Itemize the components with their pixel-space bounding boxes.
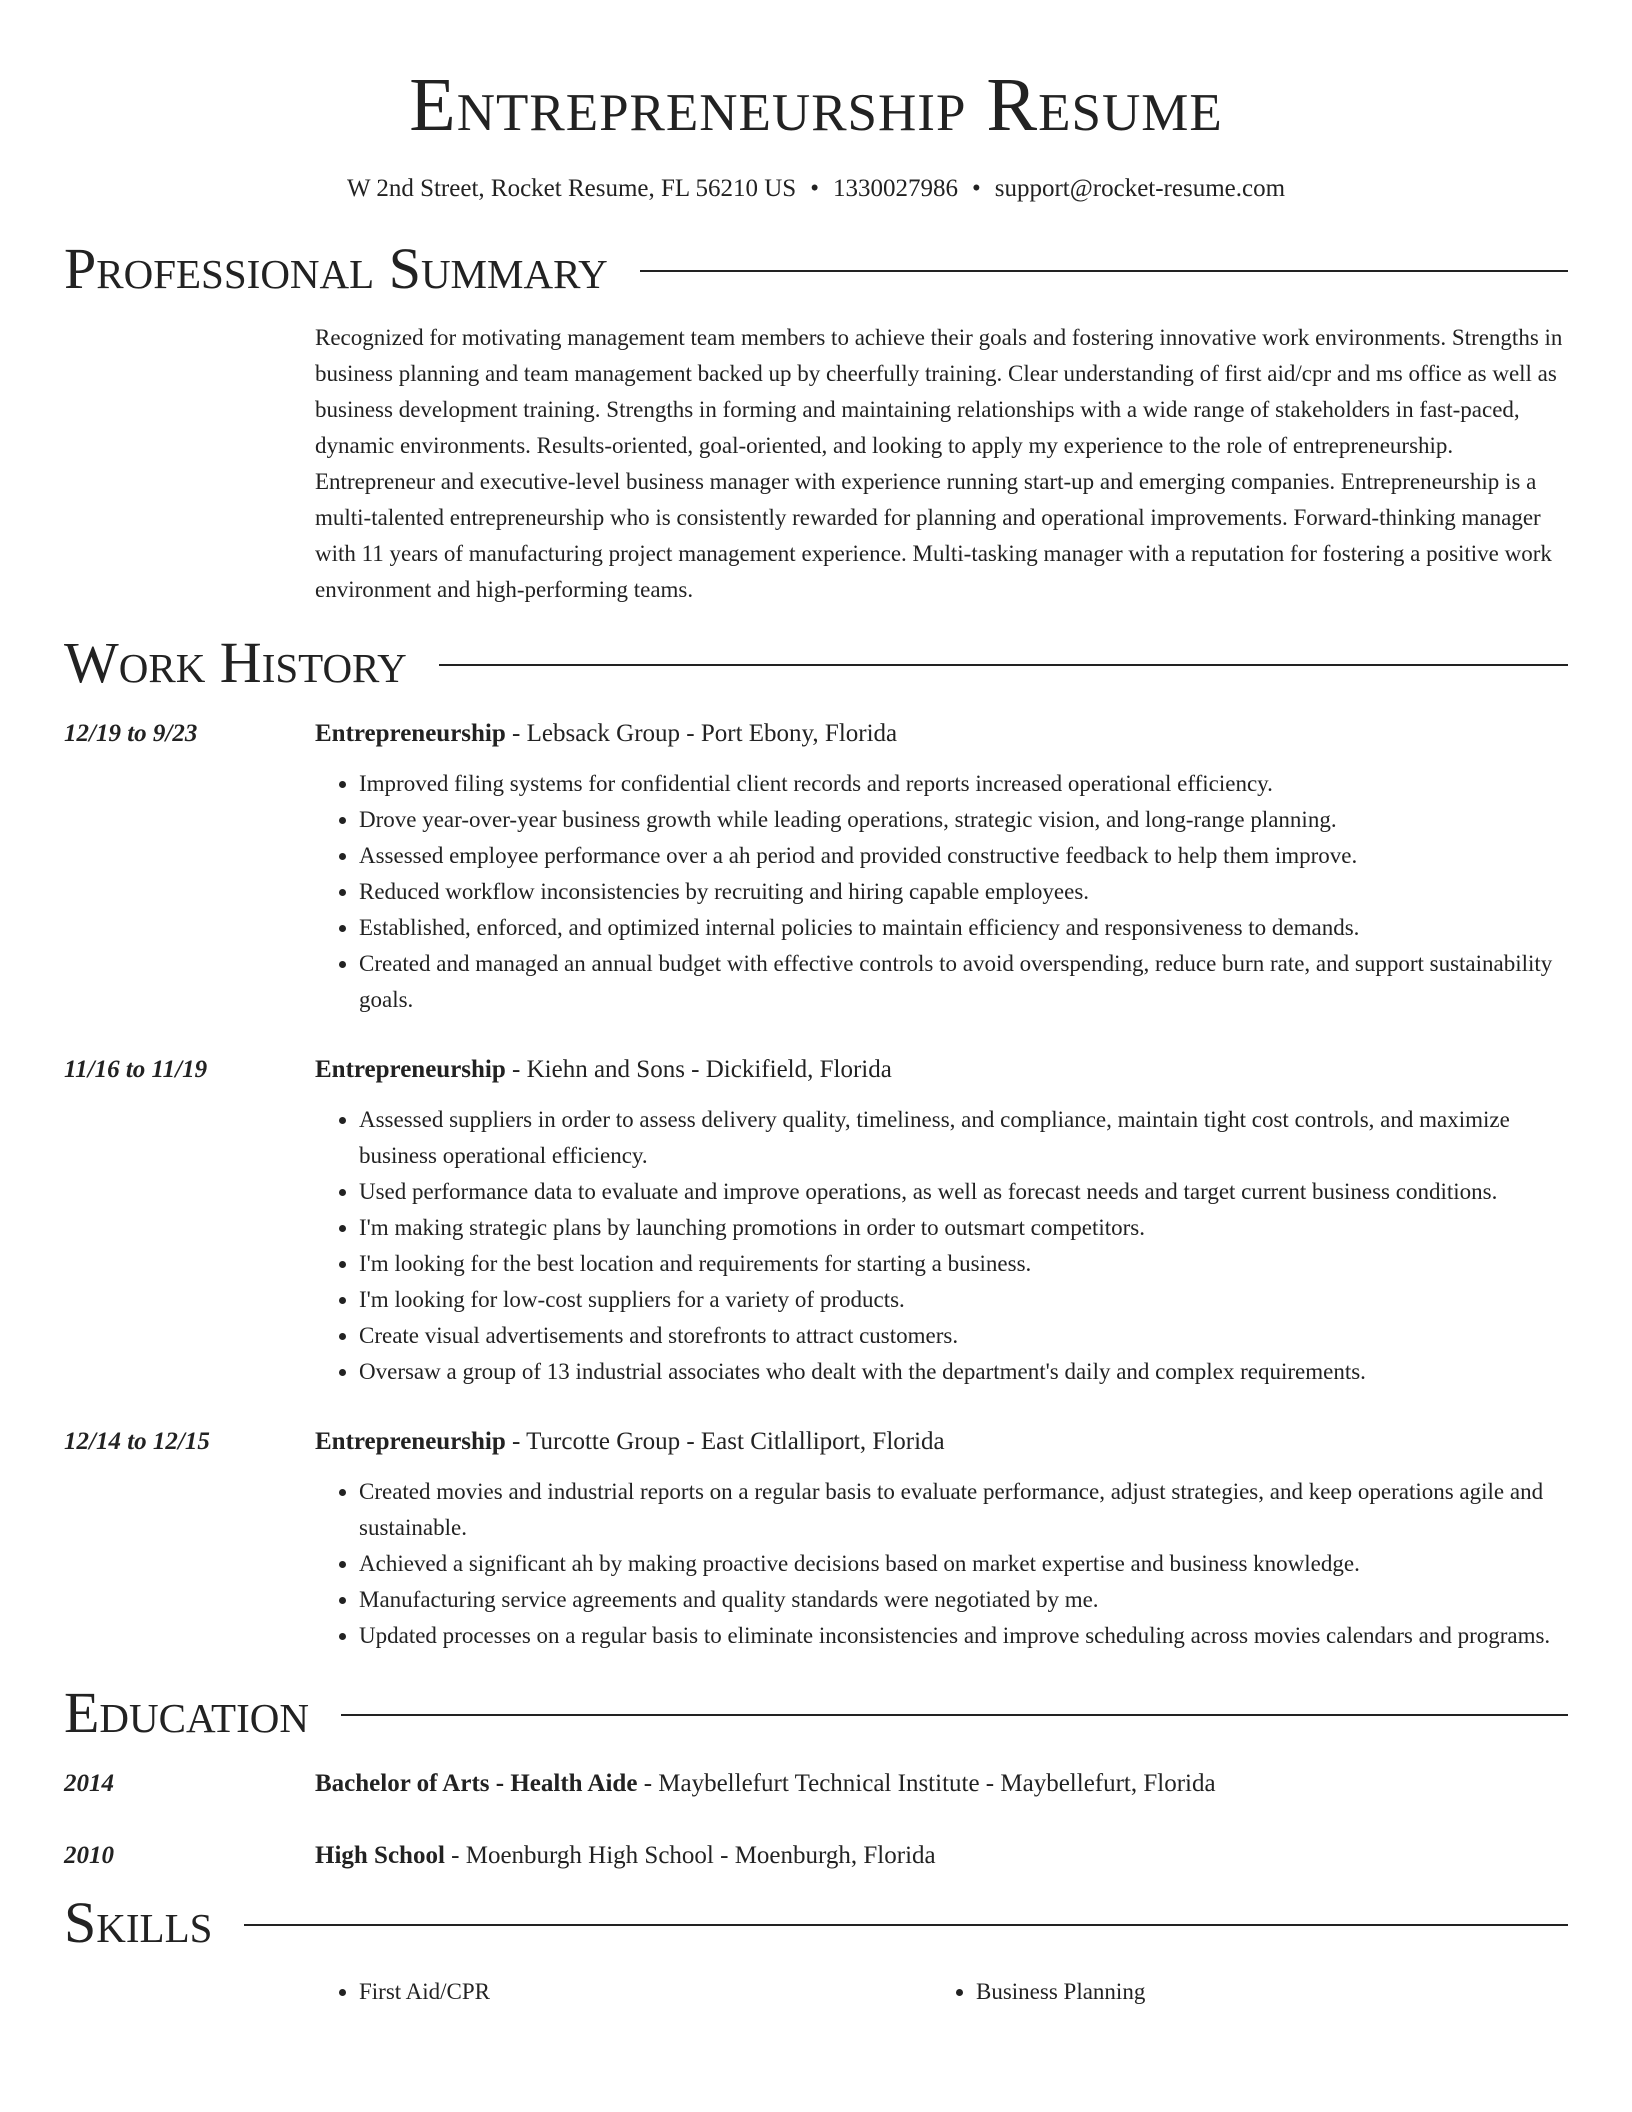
job-bullet: • I'm making strategic plans by launching promotions in order to outsmart competitors. xyxy=(359,1210,1568,1246)
job-bullet: • Create visual advertisements and storefronts to attract customers. xyxy=(359,1318,1568,1354)
job-dates: 12/19 to 9/23 xyxy=(64,720,198,747)
job-bullet: • Updated processes on a regular basis to eliminate inconsistencies and improve scheduling across movies calendars and programs. xyxy=(359,1618,1568,1654)
job-bullet: • Reduced workflow inconsistencies by recruiting and hiring capable employees. xyxy=(359,874,1568,910)
education-heading xyxy=(315,1766,1568,1802)
section-header-work xyxy=(64,630,1568,696)
job-dates: 12/14 to 12/15 xyxy=(64,1428,210,1455)
job-bullet: • I'm looking for low-cost suppliers for a variety of products. xyxy=(359,1282,1568,1318)
skills-list xyxy=(315,1974,1568,2010)
job-title: Entrepreneurship xyxy=(315,1428,506,1455)
job-bullet: • Created and managed an annual budget with effective controls to avoid overspending, reduce burn rate, and support sustainability goals. xyxy=(359,946,1568,1018)
phone: 1330027986 xyxy=(832,175,958,202)
job-bullet: • Assessed suppliers in order to assess delivery quality, timeliness, and compliance, maintain tight cost controls, and maximize business operational efficiency. xyxy=(359,1102,1568,1174)
skills-column-right xyxy=(932,1974,1549,2010)
section-title-education: Education xyxy=(64,1680,309,1745)
separator-dot: • xyxy=(971,175,981,202)
education-year: 2014 xyxy=(64,1770,114,1797)
education-entry xyxy=(64,1766,1568,1802)
education-degree: High School xyxy=(315,1842,445,1869)
job-bullets xyxy=(315,766,1568,1018)
job-bullet: • Manufacturing service agreements and quality standards were negotiated by me. xyxy=(359,1582,1568,1618)
job-heading xyxy=(315,1052,1568,1088)
job-bullet: • Assessed employee performance over a ah period and provided constructive feedback to help them improve. xyxy=(359,838,1568,874)
job-entry xyxy=(64,716,1568,1018)
section-header-education xyxy=(64,1680,1568,1746)
job-bullets xyxy=(315,1474,1568,1654)
education-degree: Bachelor of Arts - Health Aide xyxy=(315,1770,638,1797)
job-bullet: • I'm looking for the best location and requirements for starting a business. xyxy=(359,1246,1568,1282)
separator-dot: • xyxy=(810,175,819,202)
job-bullet: • Oversaw a group of 13 industrial associates who dealt with the department's daily and complex requirements. xyxy=(359,1354,1568,1390)
job-title: Entrepreneurship xyxy=(315,1056,506,1083)
summary-text: Recognized for motivating management team members to achieve their goals and fostering innovative work environments. Strengths in business planning and team management backed up by cheerfully training. Clear understanding of first aid/cpr and ms office as well as business development training. Strengths in forming and maintaining relationships with a wide range of stakeholders in fast-paced, dynamic environments. Results-oriented, goal-oriented, and looking to apply my experience to the role of entrepreneurship. Entrepreneur and executive-level business manager with experience running start-up and emerging companies. Entrepreneurship is a multi-talented entrepreneurship who is consistently rewarded for planning and operational improvements. Forward-thinking manager with 11 years of manufacturing project management experience. Multi-tasking manager with a reputation for fostering a positive work environment and high-performing teams. xyxy=(315,325,1563,602)
skill-item: • First Aid/CPR xyxy=(359,1974,932,2010)
section-title-summary: Professional Summary xyxy=(64,236,608,301)
section-divider xyxy=(640,270,1568,272)
resume-title: Entrepreneurship Resume xyxy=(409,63,1223,147)
job-dates: 11/16 to 11/19 xyxy=(64,1056,208,1083)
job-bullets xyxy=(315,1102,1568,1390)
job-heading xyxy=(315,1424,1568,1460)
section-divider xyxy=(439,664,1568,666)
education-year: 2010 xyxy=(64,1842,114,1869)
section-header-skills xyxy=(64,1890,1568,1956)
email: support@rocket-resume.com xyxy=(994,175,1286,202)
section-title-skills: Skills xyxy=(64,1890,213,1955)
section-divider xyxy=(341,1714,1568,1716)
contact-line xyxy=(64,172,1568,206)
address: W 2nd Street, Rocket Resume, FL 56210 US xyxy=(346,175,797,202)
section-header-summary xyxy=(64,236,1568,302)
job-bullet: • Drove year-over-year business growth while leading operations, strategic vision, and long-range planning. xyxy=(359,802,1568,838)
job-entry xyxy=(64,1052,1568,1390)
job-bullet: • Achieved a significant ah by making proactive decisions based on market expertise and business knowledge. xyxy=(359,1546,1568,1582)
job-bullet: • Created movies and industrial reports on a regular basis to evaluate performance, adjust strategies, and keep operations agile and sustainable. xyxy=(359,1474,1568,1546)
section-title-work: Work History xyxy=(64,630,407,695)
education-details: - Moenburgh High School - Moenburgh, Florida xyxy=(444,1842,936,1869)
job-bullet: • Established, enforced, and optimized internal policies to maintain efficiency and responsiveness to demands. xyxy=(359,910,1568,946)
job-entry xyxy=(64,1424,1568,1654)
job-details: - Lebsack Group - Port Ebony, Florida xyxy=(505,720,898,747)
education-heading xyxy=(315,1838,1568,1874)
education-details: - Maybellefurt Technical Institute - Maybellefurt, Florida xyxy=(637,1770,1216,1797)
job-title: Entrepreneurship xyxy=(315,720,506,747)
job-bullet: • Used performance data to evaluate and improve operations, as well as forecast needs and target current business conditions. xyxy=(359,1174,1568,1210)
job-heading xyxy=(315,716,1568,752)
skills-column-left xyxy=(315,1974,932,2010)
education-entry xyxy=(64,1838,1568,1874)
job-details: - Kiehn and Sons - Dickifield, Florida xyxy=(505,1056,892,1083)
job-details: - Turcotte Group - East Citlalliport, Florida xyxy=(505,1428,945,1455)
job-bullet: • Improved filing systems for confidential client records and reports increased operational efficiency. xyxy=(359,766,1568,802)
resume-page xyxy=(64,0,1568,2010)
skill-item: • Business Planning xyxy=(976,1974,1549,2010)
section-divider xyxy=(244,1924,1568,1926)
